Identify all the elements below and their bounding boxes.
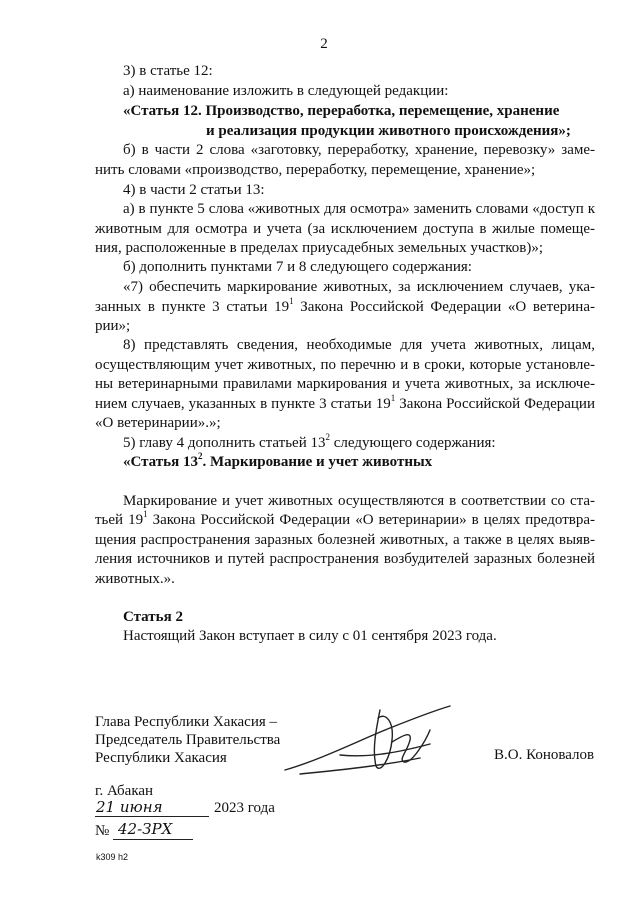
item-4a-line3: ния, расположенные в пределах приусадебных земельных участков)»; (95, 240, 544, 256)
article-13-2-text-line5: животных.». (95, 571, 175, 587)
point-8-line4: нием случаев, указанных в пункте 3 статьи $19^1$ Закона Российской Федерации (95, 393, 595, 412)
year: 2023 года (214, 800, 275, 816)
item-4b: б) дополнить пунктами 7 и 8 следующего содержания: (123, 259, 472, 275)
subitem-b-line1: б) в части 2 слова «заготовку, переработку, хранение, перевозку» заме- (123, 142, 595, 158)
document-code: k309 h2 (96, 852, 129, 862)
point-8-line5: «О ветеринарии».»; (95, 415, 221, 431)
item-4: 4) в части 2 статьи 13: (123, 182, 265, 198)
point-7-line3: рии»; (95, 318, 131, 334)
subitem-a: а) наименование изложить в следующей редакции: (123, 83, 449, 99)
point-7-line2: занных в пункте 3 статьи $19^1$ Закона Российской Федерации «О ветерина- (95, 296, 595, 315)
item-5: 5) главу 4 дополнить статьей $13^2$ следующего содержания: (123, 432, 496, 451)
number-underline (113, 839, 193, 840)
point-8-line3: ны ветеринарными правилами маркирования и учета животных, за исключе- (95, 376, 595, 392)
article-2-text: Настоящий Закон вступает в силу с 01 сентября 2023 года. (123, 628, 497, 644)
handwritten-signature (280, 700, 470, 780)
item-4a-line2: животным для осмотра и учета (за исключением доступа в жилые помеще- (95, 221, 595, 237)
article-13-2-text-line3: щения распространения заразных болезней животных, а также в целях выяв- (95, 532, 595, 548)
article-2-heading: Статья 2 (123, 609, 183, 625)
point-8-line2: осуществляющим учет животных, по перечню и в сроки, которые установле- (95, 357, 595, 373)
item-4a-line1: а) в пункте 5 слова «животных для осмотра» заменить словами «доступ к (123, 201, 595, 217)
point-7-line1: «7) обеспечить маркирование животных, за исключением случаев, ука- (123, 279, 595, 295)
article-13-2-text-line1: Маркирование и учет животных осуществляются в соответствии со ста- (123, 493, 595, 509)
item-3: 3) в статье 12: (123, 63, 213, 79)
page-number: 2 (320, 36, 328, 52)
handwritten-date: 21 июня (96, 798, 163, 816)
handwritten-number: 42-ЗРХ (118, 820, 173, 838)
city: г. Абакан (95, 783, 154, 799)
point-8-line1: 8) представлять сведения, необходимые для учета животных, лицам, (123, 337, 595, 353)
article-12-heading-2: и реализация продукции животного происхождения»; (206, 123, 571, 139)
signatory-title-2: Председатель Правительства (95, 732, 281, 748)
number-prefix: № (95, 823, 110, 839)
article-13-2-text-line2: тьей $19^1$ Закона Российской Федерации «О ветеринарии» в целях предотвра- (95, 509, 595, 528)
article-12-heading-1: «Статья 12. Производство, переработка, перемещение, хранение (123, 103, 560, 119)
date-underline (95, 816, 209, 817)
signatory-name: В.О. Коновалов (494, 747, 595, 763)
subitem-b-line2: нить словами «производство, переработку, перемещение, хранение»; (95, 162, 536, 178)
article-13-2-heading: «Статья $13^2$. Маркирование и учет животных (123, 451, 433, 470)
article-13-2-text-line4: ления источников и путей распространения возбудителей заразных болезней (95, 551, 595, 567)
signatory-title-1: Глава Республики Хакасия – (95, 714, 278, 730)
signatory-title-3: Республики Хакасия (95, 750, 227, 766)
